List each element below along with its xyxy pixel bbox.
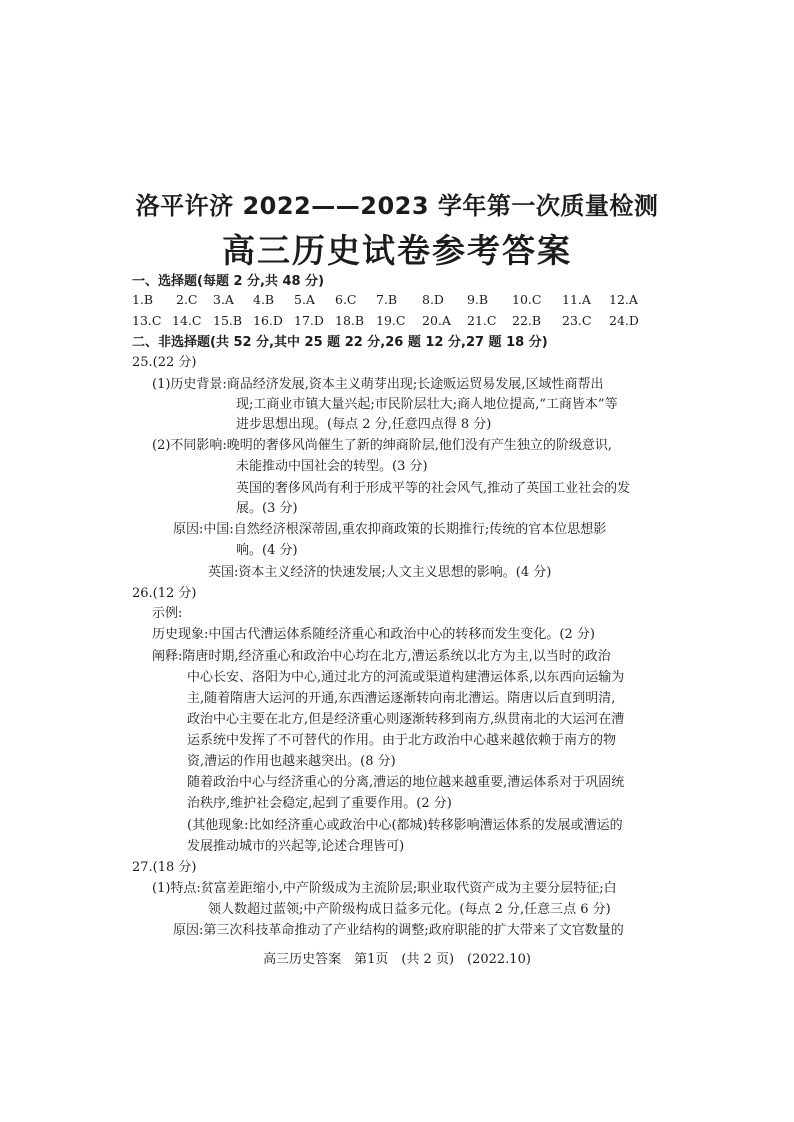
answer-item: 3.A xyxy=(213,292,234,307)
question-25-header: 25.(22 分) xyxy=(132,355,197,370)
q26-line: 主,随着隋唐大运河的开通,东西漕运逐渐转向南北漕运。隋唐以后直到明清, xyxy=(187,691,616,706)
answer-item: 21.C xyxy=(467,313,497,328)
q26-line: 发展推动城市的兴起等,论述合理皆可) xyxy=(187,839,405,854)
q25-line: 进步思想出现。(每点 2 分,任意四点得 8 分) xyxy=(236,417,492,432)
answer-item: 4.B xyxy=(253,292,275,307)
answer-item: 11.A xyxy=(562,292,591,307)
answer-item: 22.B xyxy=(512,313,542,328)
q25-line: 原因:中国:自然经济根深蒂固,重农抑商政策的长期推行;传统的官本位思想影 xyxy=(173,522,607,537)
section2-heading: 二、非选择题(共 52 分,其中 25 题 22 分,26 题 12 分,27 题 18 分) xyxy=(132,335,548,350)
q26-line: 示例: xyxy=(152,606,183,621)
q26-line: (其他现象:比如经济重心或政治中心(都城)转移影响漕运体系的发展或漕运的 xyxy=(187,818,623,833)
q27-line: (1)特点:贫富差距缩小,中产阶级成为主流阶层;职业取代资产成为主要分层特征;白 xyxy=(152,881,617,896)
q25-line: 现;工商业市镇大量兴起;市民阶层壮大;商人地位提高,“工商皆本”等 xyxy=(236,397,618,412)
q26-line: 政治中心主要在北方,但是经济重心则逐渐转移到南方,纵贯南北的大运河在漕 xyxy=(187,712,625,727)
page-footer: 高三历史答案 第1页 (共 2 页) (2022.10) xyxy=(263,952,531,967)
answer-item: 12.A xyxy=(609,292,638,307)
answer-item: 8.D xyxy=(422,292,444,307)
q25-line: 未能推动中国社会的转型。(3 分) xyxy=(236,459,428,474)
q26-line: 运系统中发挥了不可替代的作用。由于北方政治中心越来越依赖于南方的物 xyxy=(187,733,617,748)
answer-item: 17.D xyxy=(294,313,324,328)
q27-line: 原因:第三次科技革命推动了产业结构的调整;政府职能的扩大带来了文官数量的 xyxy=(173,923,624,938)
answer-item: 10.C xyxy=(512,292,542,307)
q25-line: (1)历史背景:商品经济发展,资本主义萌芽出现;长途贩运贸易发展,区域性商帮出 xyxy=(152,377,604,392)
answer-item: 5.A xyxy=(294,292,315,307)
q26-line: 随着政治中心与经济重心的分离,漕运的地位越来越重要,漕运体系对于巩固统 xyxy=(187,775,625,790)
answer-item: 23.C xyxy=(562,313,592,328)
answer-item: 13.C xyxy=(132,313,162,328)
q25-line: (2)不同影响:晚明的奢侈风尚催生了新的绅商阶层,他们没有产生独立的阶级意识, xyxy=(152,438,613,453)
answer-item: 7.B xyxy=(376,292,398,307)
answer-item: 2.C xyxy=(176,292,198,307)
answer-item: 15.B xyxy=(213,313,243,328)
answer-item: 18.B xyxy=(335,313,365,328)
answer-item: 19.C xyxy=(376,313,406,328)
question-26-header: 26.(12 分) xyxy=(132,586,197,601)
q26-line: 资,漕运的作用也越来越突出。(8 分) xyxy=(187,754,396,769)
answer-item: 14.C xyxy=(172,313,202,328)
answer-item: 20.A xyxy=(422,313,451,328)
q27-line: 领人数超过蓝领;中产阶级构成日益多元化。(每点 2 分,任意三点 6 分) xyxy=(208,902,611,917)
q26-line: 历史现象:中国古代漕运体系随经济重心和政治中心的转移而发生变化。(2 分) xyxy=(152,627,595,642)
question-27-header: 27.(18 分) xyxy=(132,860,197,875)
exam-title: 洛平许济 2022——2023 学年第一次质量检测 xyxy=(135,192,659,220)
q25-line: 展。(3 分) xyxy=(236,501,298,516)
answer-item: 1.B xyxy=(132,292,154,307)
answer-item: 6.C xyxy=(335,292,357,307)
q25-line: 英国:资本主义经济的快速发展;人文主义思想的影响。(4 分) xyxy=(208,565,552,580)
q25-line: 响。(4 分) xyxy=(236,543,298,558)
document-title: 高三历史试卷参考答案 xyxy=(222,231,572,270)
q25-line: 英国的奢侈风尚有利于形成平等的社会风气,推动了英国工业社会的发 xyxy=(236,481,631,496)
answer-item: 9.B xyxy=(467,292,489,307)
q26-line: 阐释:隋唐时期,经济重心和政治中心均在北方,漕运系统以北方为主,以当时的政治 xyxy=(152,649,611,664)
answer-item: 24.D xyxy=(609,313,639,328)
q26-line: 中心长安、洛阳为中心,通过北方的河流或渠道构建漕运体系,以东西向运输为 xyxy=(187,670,625,685)
section1-heading: 一、选择题(每题 2 分,共 48 分) xyxy=(132,274,325,289)
answer-item: 16.D xyxy=(253,313,283,328)
q26-line: 治秩序,维护社会稳定,起到了重要作用。(2 分) xyxy=(187,796,452,811)
